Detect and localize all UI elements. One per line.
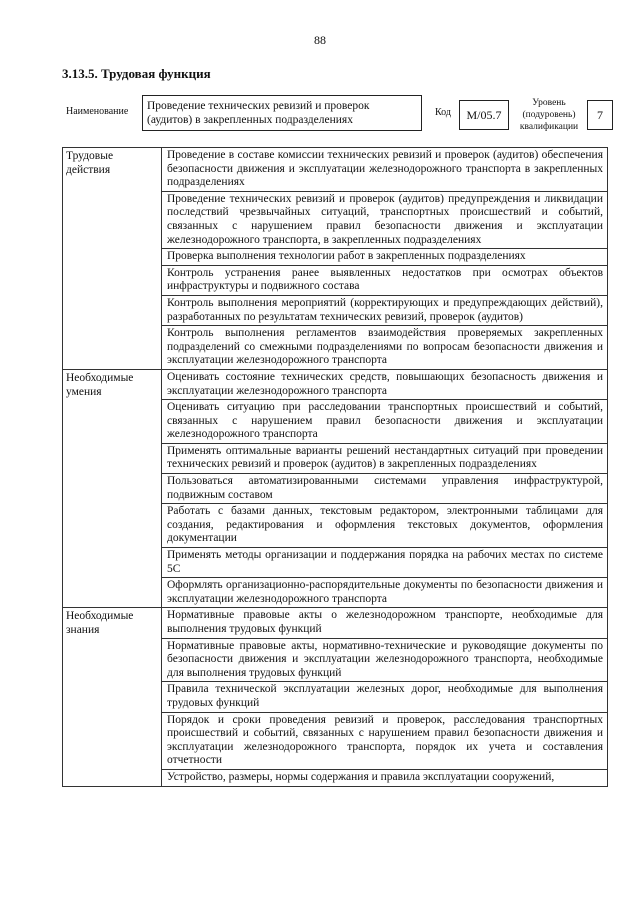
table-cell: Применять оптимальные варианты решений нестандартных ситуаций при проведении технических ревизий и проверок (аудитов) в закрепленных подразделениях xyxy=(162,443,608,473)
table-cell: Проведение в составе комиссии технических ревизий и проверок (аудитов) обеспечения безопасности движения и эксплуатации железнодорожного транспорта в закрепленных подразделениях xyxy=(162,148,608,192)
table-row xyxy=(63,608,608,638)
category-required-knowledge: Необходимые знания xyxy=(63,608,162,786)
qualification-level-label: Уровень (подуровень) квалификации xyxy=(519,98,579,132)
table-cell: Правила технической эксплуатации железных дорог, необходимые для выполнения трудовых функций xyxy=(162,682,608,712)
table-cell: Нормативные правовые акты, нормативно-технические и руководящие документы по безопасности движения и эксплуатации железнодорожного транспорта, необходимые для выполнения трудовых функций xyxy=(162,638,608,682)
table-cell: Оценивать состояние технических средств, повышающих безопасность движения и эксплуатации железнодорожного транспорта xyxy=(162,369,608,399)
table-cell: Нормативные правовые акты о железнодорожном транспорте, необходимые для выполнения трудовых функций xyxy=(162,608,608,638)
function-header xyxy=(62,95,618,137)
table-cell: Проверка выполнения технологии работ в закрепленных подразделениях xyxy=(162,249,608,266)
function-table xyxy=(62,147,608,787)
table-cell: Контроль выполнения мероприятий (корректирующих и предупреждающих действий), разработанных по результатам технических ревизий, проверок (аудитов) xyxy=(162,295,608,325)
table-cell: Проведение технических ревизий и проверок (аудитов) предупреждения и ликвидации последствий чрезвычайных ситуаций, транспортных происшествий и событий, связанных с нарушением правил безопасности движения и эксплуатации железнодорожного транспорта, в закрепленных подразделениях xyxy=(162,191,608,248)
name-label: Наименование xyxy=(66,106,129,117)
table-cell: Устройство, размеры, нормы содержания и правила эксплуатации сооружений, xyxy=(162,769,608,786)
code-label: Код xyxy=(435,107,451,118)
table-cell: Контроль устранения ранее выявленных недостатков при осмотрах объектов инфраструктуры и подвижного состава xyxy=(162,265,608,295)
table-cell: Порядок и сроки проведения ревизий и проверок, расследования транспортных происшествий и событий, связанных с нарушением правил безопасности движения и эксплуатации железнодорожного транспорта, порядок их учета и составления отчетности xyxy=(162,712,608,769)
table-cell: Контроль выполнения регламентов взаимодействия проверяемых закрепленных подразделений со смежными подразделениями по вопросам безопасности движения и эксплуатации железнодорожного транспорта xyxy=(162,326,608,370)
table-cell: Оформлять организационно-распорядительные документы по безопасности движения и эксплуатации железнодорожного транспорта xyxy=(162,578,608,608)
table-row xyxy=(63,369,608,399)
function-code: М/05.7 xyxy=(459,100,509,130)
function-name: Проведение технических ревизий и проверок (аудитов) в закрепленных подразделениях xyxy=(142,95,422,131)
qualification-level: 7 xyxy=(587,100,613,130)
section-heading: 3.13.5. Трудовая функция xyxy=(62,66,211,81)
table-cell: Оценивать ситуацию при расследовании транспортных происшествий и событий, связанных с нарушением правил безопасности движения и эксплуатации железнодорожного транспорта xyxy=(162,400,608,444)
table-cell: Работать с базами данных, текстовым редактором, электронными таблицами для создания, редактирования и оформления текстовых документов, оформления документации xyxy=(162,504,608,548)
category-required-skills: Необходимые умения xyxy=(63,369,162,608)
category-labor-actions: Трудовые действия xyxy=(63,148,162,370)
page-number: 88 xyxy=(314,33,326,47)
table-cell: Применять методы организации и поддержания порядка на рабочих местах по системе 5С xyxy=(162,548,608,578)
table-row xyxy=(63,148,608,192)
table-cell: Пользоваться автоматизированными системами управления инфраструктурой, подвижным составом xyxy=(162,474,608,504)
